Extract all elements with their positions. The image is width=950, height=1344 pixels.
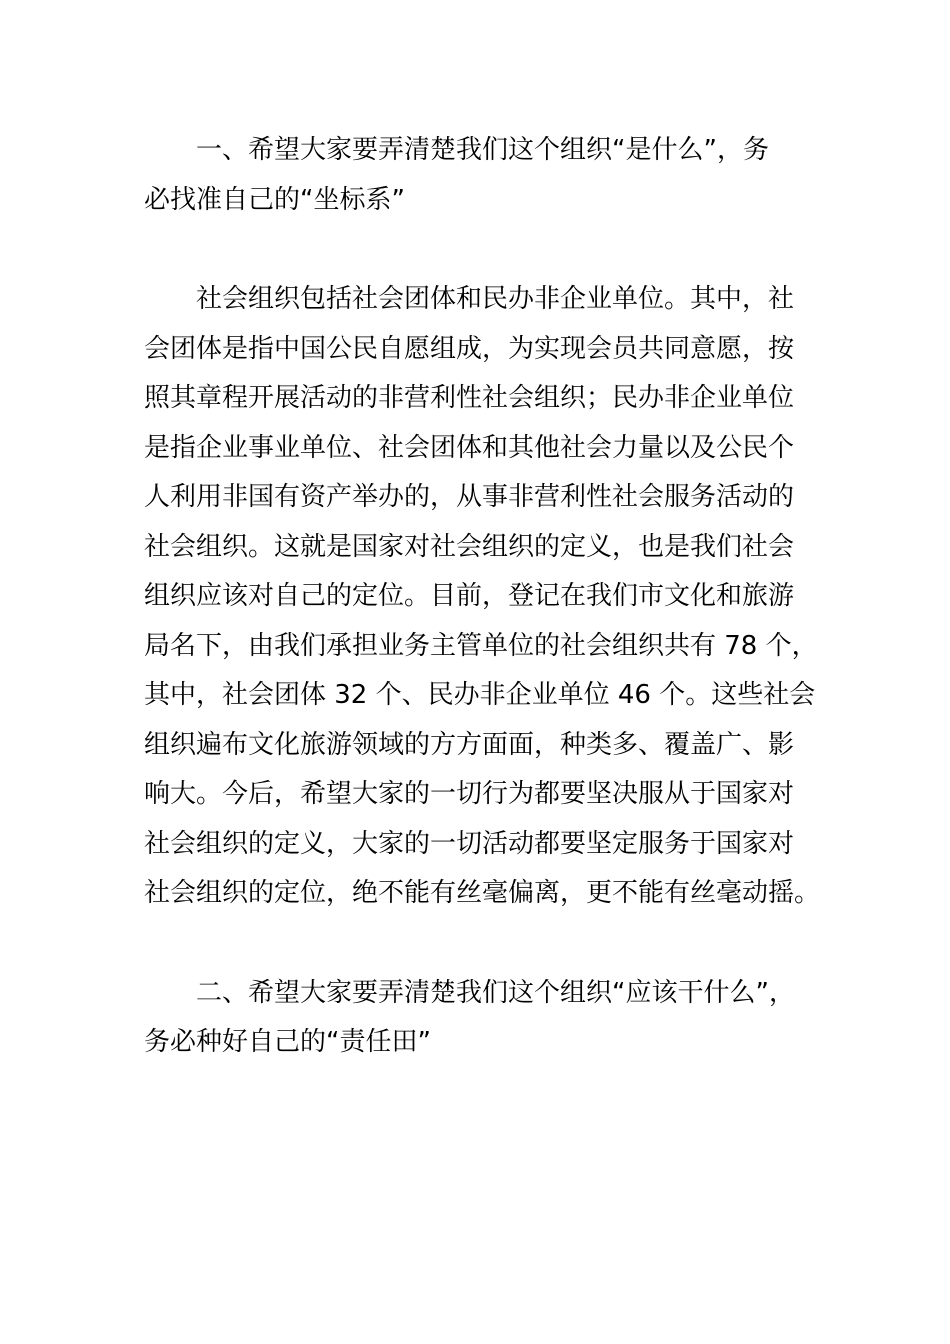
body-line-3: 照其章程开展活动的非营利性社会组织；民办非企业单位: [144, 383, 795, 413]
body-line-12: 社会组织的定义，大家的一切活动都要坚定服务于国家对: [144, 828, 795, 859]
body-line-8: 局名下，由我们承担业务主管单位的社会组织共有 78 个，: [144, 630, 818, 661]
section-heading-2: [144, 969, 804, 1068]
body-line-1: 社会组织包括社会团体和民办非企业单位。其中，社: [196, 284, 795, 314]
body-line-10: 组织遍布文化旅游领域的方方面面，种类多、覆盖广、影: [144, 729, 795, 760]
section-heading-1: [144, 126, 804, 225]
heading-2-line-2: 务必种好自己的“责任田”: [144, 1027, 431, 1057]
heading-1-line-2: 必找准自己的“坐标系”: [144, 184, 405, 215]
document-content: [144, 126, 821, 1068]
heading-1-line-1: 一、希望大家要弄清楚我们这个组织“是什么”，务: [196, 135, 769, 165]
heading-2-line-1: 二、希望大家要弄清楚我们这个组织“应该干什么”，: [196, 977, 795, 1008]
body-line-7: 组织应该对自己的定位。目前，登记在我们市文化和旅游: [144, 581, 795, 611]
body-line-5: 人利用非国有资产举办的，从事非营利性社会服务活动的: [144, 482, 795, 512]
body-line-4: 是指企业事业单位、社会团体和其他社会力量以及公民个: [144, 432, 795, 463]
body-paragraph-1: [144, 275, 821, 919]
body-line-11: 响大。今后，希望大家的一切行为都要坚决服从于国家对: [144, 779, 795, 809]
body-line-9: 其中，社会团体 32 个、民办非企业单位 46 个。这些社会: [144, 680, 816, 710]
paragraph-spacer: [144, 225, 804, 275]
paragraph-spacer: [144, 919, 804, 969]
body-line-6: 社会组织。这就是国家对社会组织的定义，也是我们社会: [144, 531, 795, 562]
body-line-13: 社会组织的定位，绝不能有丝毫偏离，更不能有丝毫动摇。: [144, 878, 821, 908]
body-line-2: 会团体是指中国公民自愿组成，为实现会员共同意愿，按: [144, 333, 795, 364]
